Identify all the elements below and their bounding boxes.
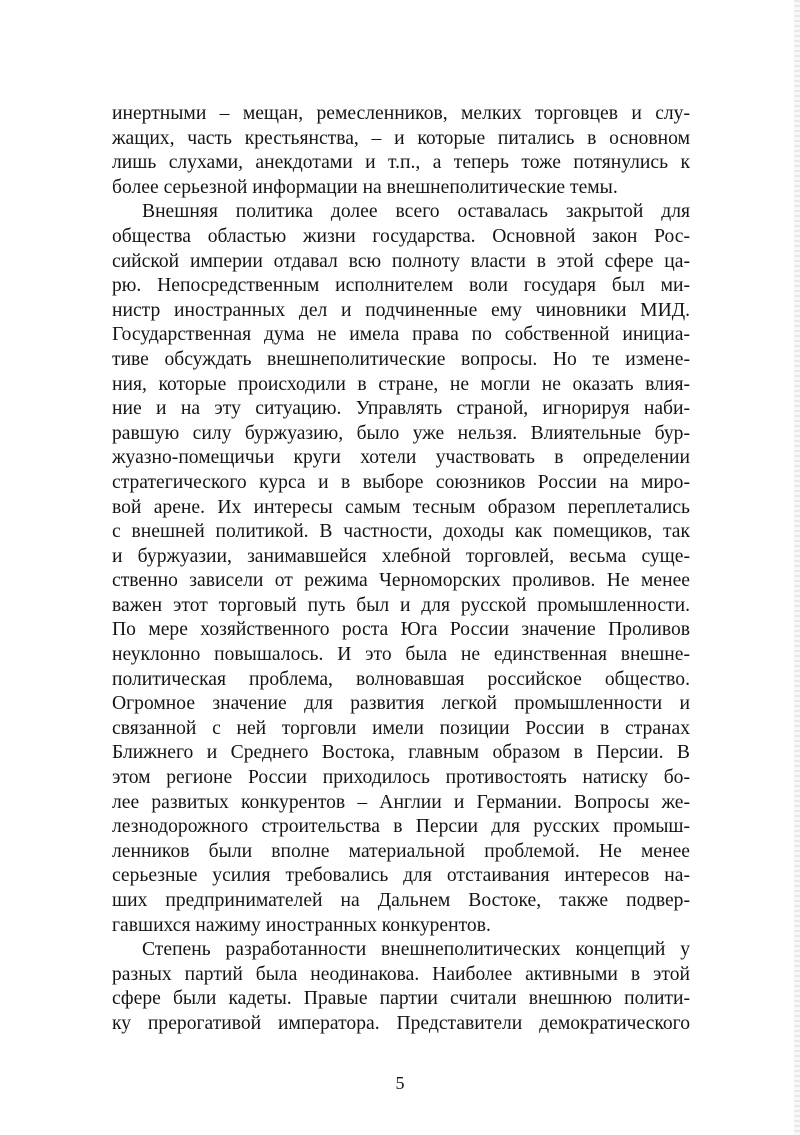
text-line: с внешней политикой. В частности, доходы как помещиков, так: [112, 521, 690, 543]
scan-edge-shadow: [794, 0, 800, 1135]
text-line: Степень разработанности внешнеполитических концепций у: [142, 939, 690, 961]
text-line: Огромное значение для развития легкой промышленности и: [112, 693, 690, 715]
text-line: и буржуазии, занимавшейся хлебной торговлей, весьма суще-: [112, 545, 690, 567]
text-line: Внешняя политика долее всего оставалась закрытой для: [142, 201, 690, 223]
text-line: ку прерогативой императора. Представители демократического: [112, 1012, 690, 1034]
paragraph-2: [112, 200, 690, 938]
text-line: более серьезной информации на внешнеполитические темы.: [112, 176, 618, 198]
text-line: вой арене. Их интересы самым тесным образом переплетались: [112, 496, 690, 518]
text-line: сфере были кадеты. Правые партии считали внешнюю полити-: [112, 988, 690, 1010]
body-text: [112, 102, 690, 1037]
text-line: общества областью жизни государства. Основной закон Рос-: [112, 225, 690, 247]
page-number: 5: [395, 1073, 405, 1093]
text-line: Государственная дума не имела права по собственной инициа-: [112, 324, 690, 346]
text-line: стратегического курса и в выборе союзников России на миро-: [112, 471, 690, 493]
text-line: жащих, часть крестьянства, – и которые питались в основном: [112, 127, 690, 149]
text-line: рю. Непосредственным исполнителем воли государя был ми-: [112, 275, 690, 297]
text-line: равшую силу буржуазию, было уже нельзя. Влиятельные бур-: [112, 422, 690, 444]
text-line: ние и на эту ситуацию. Управлять страной, игнорируя наби-: [112, 398, 690, 420]
text-line: важен этот торговый путь был и для русской промышленности.: [112, 594, 690, 616]
text-line: инертными – мещан, ремесленников, мелких торговцев и слу-: [112, 103, 690, 124]
text-line: жуазно-помещичьи круги хотели участвовать в определении: [112, 447, 690, 469]
text-line: ленников были вполне материальной проблемой. Не менее: [112, 840, 690, 862]
text-line: сийской империи отдавал всю полноту власти в этой сфере ца-: [112, 250, 690, 272]
text-line: лезнодорожного строительства в Персии для русских промыш-: [112, 816, 690, 838]
text-line: гавшихся нажиму иностранных конкурентов.: [112, 914, 491, 936]
text-line: По мере хозяйственного роста Юга России значение Проливов: [112, 619, 690, 641]
text-line: неуклонно повышалось. И это была не единственная внешне-: [112, 644, 690, 666]
text-line: ших предпринимателей на Дальнем Востоке, также подвер-: [112, 890, 690, 911]
text-line: серьезные усилия требовались для отстаивания интересов на-: [112, 865, 690, 887]
text-line: нистр иностранных дел и подчиненные ему чиновники МИД.: [112, 299, 690, 321]
paragraph-3: [112, 938, 690, 1036]
paragraph-1: [112, 102, 690, 200]
text-line: этом регионе России приходилось противостоять натиску бо-: [112, 767, 690, 789]
text-line: лишь слухами, анекдотами и т.п., а теперь тоже потянулись к: [112, 152, 690, 174]
text-line: ния, которые происходили в стране, не могли не оказать влия-: [112, 373, 690, 395]
text-line: ственно зависели от режима Черноморских проливов. Не менее: [112, 570, 690, 592]
text-line: связанной с ней торговли имели позиции России в странах: [112, 717, 690, 739]
text-line: разных партий была неодинакова. Наиболее активными в этой: [112, 963, 690, 985]
text-line: лее развитых конкурентов – Англии и Германии. Вопросы же-: [112, 791, 690, 813]
text-line: политическая проблема, волновавшая российское общество.: [112, 668, 690, 690]
text-line: тиве обсуждать внешнеполитические вопросы. Но те измене-: [112, 348, 690, 370]
text-line: Ближнего и Среднего Востока, главным образом в Персии. В: [112, 742, 690, 764]
